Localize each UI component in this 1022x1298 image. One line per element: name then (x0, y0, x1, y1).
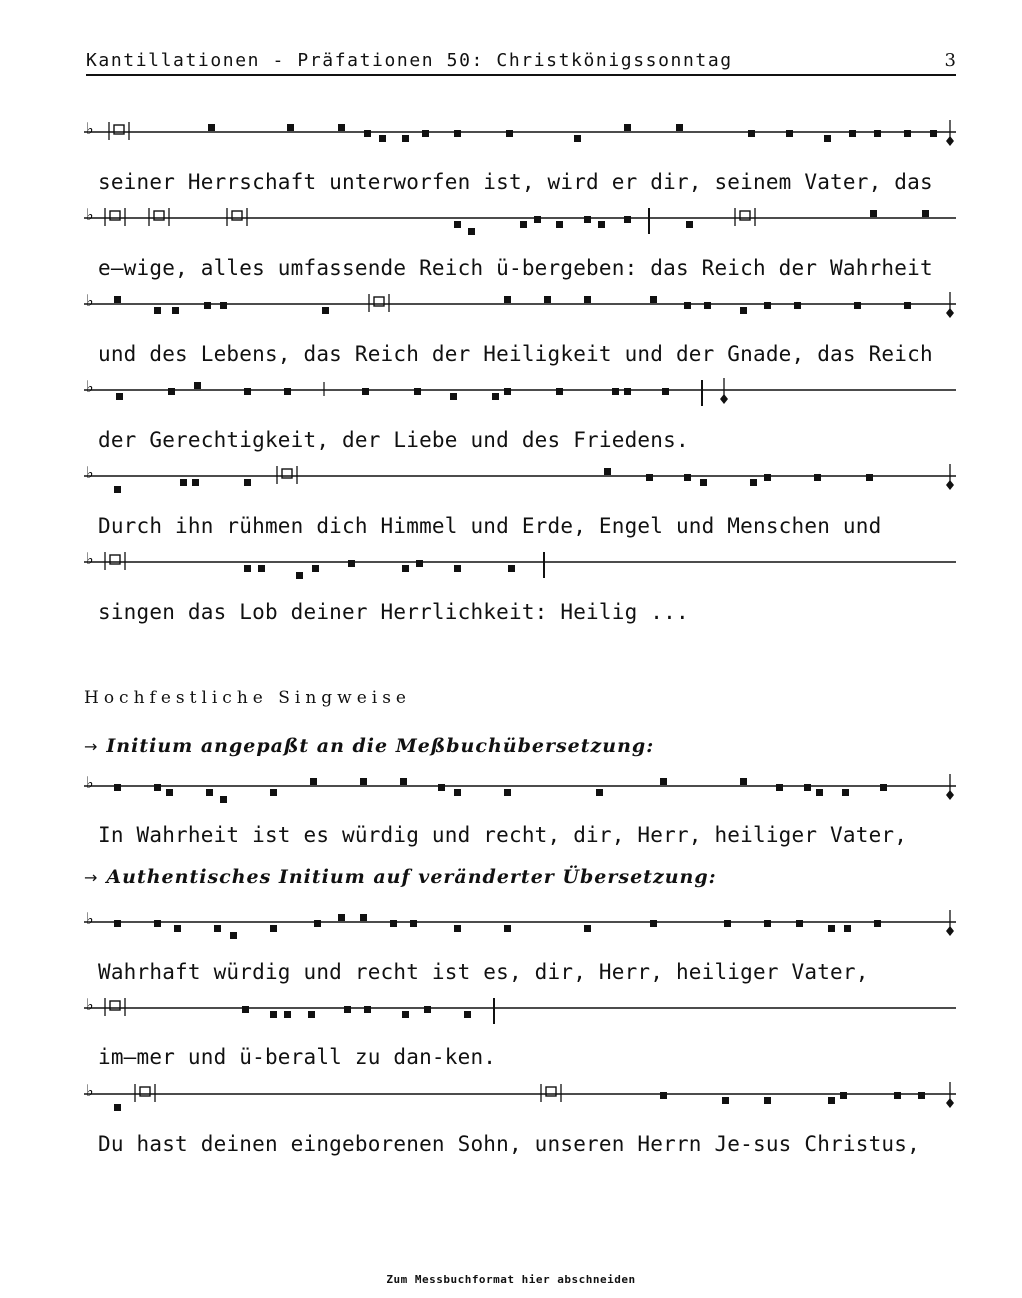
neume-note (724, 920, 731, 927)
neume-note (816, 789, 823, 796)
neume-note (454, 925, 461, 932)
neume-note (740, 778, 747, 785)
initium-authentic-text: Authentisches Initium auf veränderter Übersetzung: (106, 866, 717, 888)
neume-note (206, 789, 213, 796)
neume-note (312, 565, 319, 572)
flat-sign: ♭ (86, 910, 94, 928)
neume-note (410, 920, 417, 927)
initium-adapted-note (84, 735, 654, 757)
lyric-line-2: e—wige, alles umfassende Reich ü-bergeben: das Reich der Wahrheit (98, 256, 933, 280)
neume-note (402, 1011, 409, 1018)
neume-note (180, 479, 187, 486)
arrow-icon: → (84, 737, 99, 756)
neume-note (584, 216, 591, 223)
neume-note (308, 1011, 315, 1018)
neume-note (880, 784, 887, 791)
neume-note (116, 393, 123, 400)
neume-note (424, 1006, 431, 1013)
neume-note (504, 789, 511, 796)
arrow-icon: → (84, 868, 99, 887)
staff-notation (84, 1082, 956, 1112)
neume-note (918, 1092, 925, 1099)
neume-note (534, 216, 541, 223)
staff-notation (84, 120, 956, 150)
final-note (946, 480, 954, 490)
chant-staff-7 (84, 774, 956, 804)
neume-note (464, 1011, 471, 1018)
chant-staff-2 (84, 206, 956, 236)
neume-note (114, 296, 121, 303)
neume-note (904, 130, 911, 137)
neume-note (154, 307, 161, 314)
neume-note (700, 479, 707, 486)
neume-note (114, 486, 121, 493)
staff-notation (84, 292, 956, 322)
neume-note (508, 565, 515, 572)
lyric-line-1: seiner Herrschaft unterworfen ist, wird er dir, seinem Vater, das (98, 170, 933, 194)
neume-note (344, 1006, 351, 1013)
neume-note (650, 920, 657, 927)
neume-note (676, 124, 683, 131)
neume-note (230, 932, 237, 939)
flat-sign: ♭ (86, 378, 94, 396)
neume-note (379, 135, 386, 142)
neume-note (660, 778, 667, 785)
initium-authentic-note (84, 866, 717, 888)
neume-note (192, 479, 199, 486)
lyric-line-8: Wahrhaft würdig und recht ist es, dir, Herr, heiliger Vater, (98, 960, 869, 984)
footer-note: Zum Messbuchformat hier abschneiden (386, 1273, 636, 1286)
neume-note (114, 1104, 121, 1111)
neume-note (204, 302, 211, 309)
flat-sign: ♭ (86, 206, 94, 224)
final-note (946, 136, 954, 146)
neume-note (764, 302, 771, 309)
neume-note (840, 1092, 847, 1099)
neume-note (662, 388, 669, 395)
chant-staff-4 (84, 378, 956, 408)
neume-note (794, 302, 801, 309)
staff-notation (84, 464, 956, 494)
final-note (946, 308, 954, 318)
neume-note (930, 130, 937, 137)
final-note (946, 1098, 954, 1108)
neume-note (660, 1092, 667, 1099)
neume-note (310, 778, 317, 785)
neume-note (686, 221, 693, 228)
neume-note (740, 307, 747, 314)
flat-sign: ♭ (86, 1082, 94, 1100)
staff-notation (84, 910, 956, 940)
neume-note (244, 388, 251, 395)
neume-note (194, 382, 201, 389)
neume-note (454, 221, 461, 228)
staff-notation (84, 996, 956, 1026)
header-title: Kantillationen - Präfationen 50: Christkönigssonntag (86, 50, 733, 71)
initium-adapted-text: Initium angepaßt an die Meßbuchübersetzung: (106, 735, 655, 757)
flat-sign: ♭ (86, 292, 94, 310)
neume-note (520, 221, 527, 228)
neume-note (866, 474, 873, 481)
neume-note (422, 130, 429, 137)
lyric-line-4: der Gerechtigkeit, der Liebe und des Friedens. (98, 428, 689, 452)
neume-note (750, 479, 757, 486)
neume-note (612, 388, 619, 395)
neume-note (584, 925, 591, 932)
lyric-line-3: und des Lebens, das Reich der Heiligkeit und der Gnade, das Reich (98, 342, 933, 366)
neume-note (894, 1092, 901, 1099)
neume-note (314, 920, 321, 927)
neume-note (364, 1006, 371, 1013)
lyric-line-9: im—mer und ü-berall zu dan-ken. (98, 1045, 497, 1069)
neume-note (828, 1097, 835, 1104)
neume-note (438, 784, 445, 791)
neume-note (776, 784, 783, 791)
lyric-line-10: Du hast deinen eingeborenen Sohn, unseren Herrn Je-sus Christus, (98, 1132, 920, 1156)
neume-note (364, 130, 371, 137)
neume-note (722, 1097, 729, 1104)
neume-note (786, 130, 793, 137)
neume-note (258, 565, 265, 572)
neume-note (284, 388, 291, 395)
neume-note (468, 228, 475, 235)
neume-note (684, 302, 691, 309)
neume-note (166, 789, 173, 796)
neume-note (504, 925, 511, 932)
neume-note (796, 920, 803, 927)
neume-note (874, 920, 881, 927)
chant-staff-3 (84, 292, 956, 322)
page-number: 3 (944, 50, 956, 71)
neume-note (596, 789, 603, 796)
neume-note (208, 124, 215, 131)
neume-note (544, 296, 551, 303)
neume-note (348, 560, 355, 567)
neume-note (556, 388, 563, 395)
neume-note (584, 296, 591, 303)
neume-note (604, 468, 611, 475)
neume-note (764, 1097, 771, 1104)
neume-note (244, 565, 251, 572)
final-note (946, 926, 954, 936)
neume-note (284, 1011, 291, 1018)
neume-note (624, 124, 631, 131)
neume-note (828, 925, 835, 932)
neume-note (220, 302, 227, 309)
neume-note (338, 124, 345, 131)
neume-note (574, 135, 581, 142)
final-note (720, 394, 728, 404)
neume-note (492, 393, 499, 400)
neume-note (922, 210, 929, 217)
neume-note (684, 474, 691, 481)
neume-note (748, 130, 755, 137)
neume-note (360, 778, 367, 785)
neume-note (904, 302, 911, 309)
page-header (86, 48, 956, 76)
chant-staff-9 (84, 996, 956, 1026)
chant-staff-10 (84, 1082, 956, 1112)
neume-note (454, 130, 461, 137)
chant-staff-6 (84, 550, 956, 580)
neume-note (844, 925, 851, 932)
neume-note (287, 124, 294, 131)
neume-note (764, 920, 771, 927)
neume-note (849, 130, 856, 137)
flat-sign: ♭ (86, 120, 94, 138)
neume-note (506, 130, 513, 137)
neume-note (270, 1011, 277, 1018)
flat-sign: ♭ (86, 464, 94, 482)
neume-note (154, 784, 161, 791)
neume-note (400, 778, 407, 785)
neume-note (338, 914, 345, 921)
flat-sign: ♭ (86, 774, 94, 792)
neume-note (322, 307, 329, 314)
neume-note (804, 784, 811, 791)
staff-notation (84, 550, 956, 580)
neume-note (704, 302, 711, 309)
neume-note (114, 784, 121, 791)
neume-note (172, 307, 179, 314)
staff-notation (84, 774, 956, 804)
neume-note (154, 920, 161, 927)
neume-note (556, 221, 563, 228)
neume-note (450, 393, 457, 400)
neume-note (402, 565, 409, 572)
neume-note (242, 1006, 249, 1013)
neume-note (646, 474, 653, 481)
chant-staff-8 (84, 910, 956, 940)
neume-note (504, 296, 511, 303)
neume-note (114, 920, 121, 927)
neume-note (624, 216, 631, 223)
neume-note (824, 135, 831, 142)
neume-note (174, 925, 181, 932)
final-note (946, 790, 954, 800)
neume-note (214, 925, 221, 932)
neume-note (874, 130, 881, 137)
lyric-line-6: singen das Lob deiner Herrlichkeit: Heilig ... (98, 600, 689, 624)
neume-note (842, 789, 849, 796)
neume-note (402, 135, 409, 142)
neume-note (870, 210, 877, 217)
neume-note (416, 560, 423, 567)
lyric-line-5: Durch ihn rühmen dich Himmel und Erde, Engel und Menschen und (98, 514, 882, 538)
neume-note (414, 388, 421, 395)
staff-notation (84, 378, 956, 408)
section-heading: Hochfestliche Singweise (84, 688, 411, 708)
neume-note (454, 789, 461, 796)
neume-note (454, 565, 461, 572)
neume-note (764, 474, 771, 481)
neume-note (650, 296, 657, 303)
neume-note (296, 572, 303, 579)
neume-note (854, 302, 861, 309)
neume-note (624, 388, 631, 395)
lyric-line-7: In Wahrheit ist es würdig und recht, dir, Herr, heiliger Vater, (98, 823, 908, 847)
flat-sign: ♭ (86, 996, 94, 1014)
neume-note (598, 221, 605, 228)
neume-note (814, 474, 821, 481)
chant-staff-5 (84, 464, 956, 494)
neume-note (390, 920, 397, 927)
neume-note (270, 925, 277, 932)
neume-note (244, 479, 251, 486)
neume-note (270, 789, 277, 796)
chant-staff-1 (84, 120, 956, 150)
neume-note (504, 388, 511, 395)
neume-note (360, 914, 367, 921)
flat-sign: ♭ (86, 550, 94, 568)
neume-note (220, 796, 227, 803)
neume-note (362, 388, 369, 395)
neume-note (168, 388, 175, 395)
staff-notation (84, 206, 956, 236)
